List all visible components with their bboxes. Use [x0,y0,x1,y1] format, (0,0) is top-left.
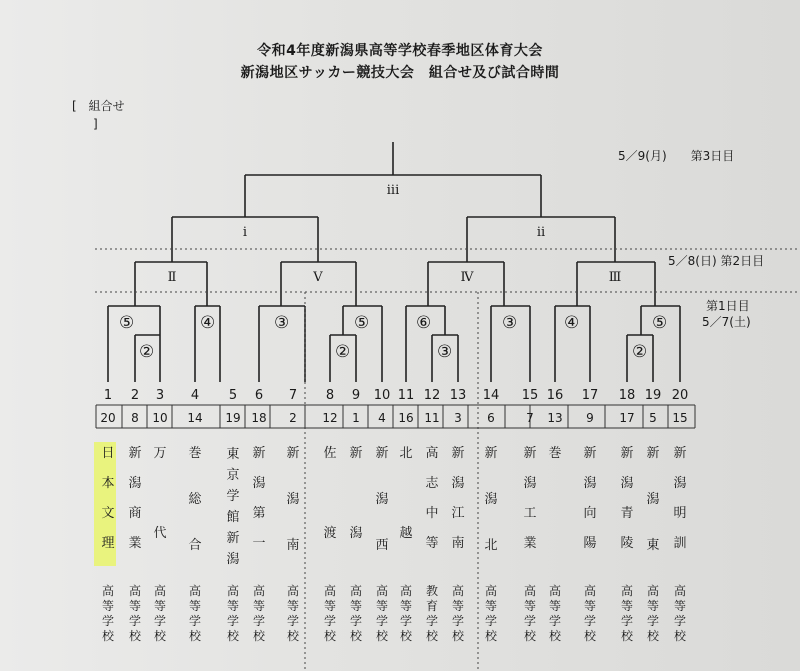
team-name: 新潟第一 [252,446,266,551]
team-name: 新潟北 [484,446,498,553]
team-name-suffix: 高等学校 [101,584,114,643]
match-mark: ⑤ [652,313,668,333]
team-name-suffix: 高等学校 [399,584,412,643]
team-seed: 13 [547,411,563,425]
team-seed: 6 [487,411,495,425]
team-seed: 4 [378,411,386,425]
team-name-suffix: 高等学校 [451,584,464,643]
team-name-suffix: 高等学校 [646,584,659,643]
team-seed: 8 [131,411,139,425]
match-mark: ⑥ [416,313,432,333]
team-number: 13 [449,388,467,403]
team-seed: 18 [251,411,267,425]
round-semi-left-label: i [242,225,248,240]
team-number: 8 [325,388,335,403]
team-number: 15 [521,388,539,403]
document-title: 令和4年度新潟県高等学校春季地区体育大会 [257,43,543,59]
section-label: [ 組合せ [72,99,125,113]
team-seed: 1 [352,411,360,425]
team-number: 6 [254,388,264,403]
team-name: 新潟工業 [523,446,537,551]
match-mark: ④ [200,313,216,333]
team-number: 14 [482,388,500,403]
team-number: 20 [671,388,689,403]
team-name: 新潟東 [646,446,660,553]
day1-date: 5／7(土) [702,315,751,329]
match-mark: ③ [437,342,453,362]
team-number: 4 [190,388,200,403]
team-seed: 20 [100,411,116,425]
team-name-suffix: 教育学校 [425,584,438,643]
team-seed: 14 [187,411,203,425]
team-number: 10 [373,388,391,403]
match-mark: ④ [564,313,580,333]
team-name: 佐渡 [323,446,337,541]
match-mark: ② [139,342,155,362]
team-name: 新潟明訓 [673,446,687,551]
team-number: 7 [288,388,298,403]
team-number: 12 [423,388,441,403]
round-qf4-label: Ⅲ [608,270,622,285]
team-name: 新潟南 [286,446,300,553]
team-seed: 5 [649,411,657,425]
team-name: 新潟江南 [451,446,465,551]
team-name: 新潟商業 [128,446,142,551]
team-name: 巻総合 [188,446,202,553]
team-seed: 16 [398,411,414,425]
team-number: 3 [155,388,165,403]
team-name-suffix: 高等学校 [673,584,686,643]
team-name-suffix: 高等学校 [252,584,265,643]
team-number: 5 [228,388,238,403]
document-subtitle: 新潟地区サッカー競技大会 組合せ及び試合時間 [240,65,560,81]
team-seed: 3 [454,411,462,425]
team-number: 16 [546,388,564,403]
team-name-suffix: 高等学校 [484,584,497,643]
team-name: 万代 [153,446,167,541]
team-seed: 11 [424,411,440,425]
team-name-suffix: 高等学校 [188,584,201,643]
team-number: 1 [103,388,113,403]
team-seed: 19 [225,411,241,425]
round-final-label: iii [386,183,400,198]
team-name-suffix: 高等学校 [523,584,536,643]
team-name-suffix: 高等学校 [226,584,239,643]
team-name-suffix: 高等学校 [323,584,336,643]
team-seed: 7 [526,411,534,425]
team-name-suffix: 高等学校 [548,584,561,643]
team-number: 11 [397,388,415,403]
round-qf3-label: Ⅳ [460,270,474,285]
team-number: 18 [618,388,636,403]
team-name-suffix: 高等学校 [583,584,596,643]
round-qf2-label: Ⅴ [313,270,323,285]
team-number: 2 [130,388,140,403]
team-name-suffix: 高等学校 [286,584,299,643]
team-number: 19 [644,388,662,403]
team-number: 9 [351,388,361,403]
round-qf1-label: Ⅱ [167,270,177,285]
match-mark: ② [632,342,648,362]
team-name-suffix: 高等学校 [349,584,362,643]
team-name-suffix: 高等学校 [128,584,141,643]
team-seed: 9 [586,411,594,425]
team-seed: 2 [289,411,297,425]
match-mark: ⑤ [119,313,135,333]
team-name-suffix: 高等学校 [620,584,633,643]
day2-label: 5／8(日) 第2日目 [668,254,765,268]
team-seed: 15 [672,411,688,425]
team-name: 新潟向陽 [583,446,597,551]
match-mark: ② [335,342,351,362]
day1-label: 第1日目 [706,299,750,313]
team-number: 17 [581,388,599,403]
match-mark: ⑤ [354,313,370,333]
team-name: 北越 [399,446,413,541]
team-seed: 12 [322,411,338,425]
team-seed: 17 [619,411,635,425]
day3-label: 5／9(月) 第3日目 [618,149,735,163]
team-name: 新潟青陵 [620,446,634,551]
team-name-suffix: 高等学校 [375,584,388,643]
round-semi-right-label: ii [536,225,546,240]
team-name: 新潟西 [375,446,389,553]
team-name: 日本文理 [101,446,115,551]
match-mark: ③ [502,313,518,333]
match-mark: ③ [274,313,290,333]
team-name: 新潟 [349,446,363,541]
section-label-end: ] [93,117,98,131]
team-seed: 10 [152,411,168,425]
team-name: 高志中等 [425,446,439,551]
team-name: 東京学館新潟 [226,446,240,567]
team-name: 巻 [548,446,562,461]
team-name-suffix: 高等学校 [153,584,166,643]
